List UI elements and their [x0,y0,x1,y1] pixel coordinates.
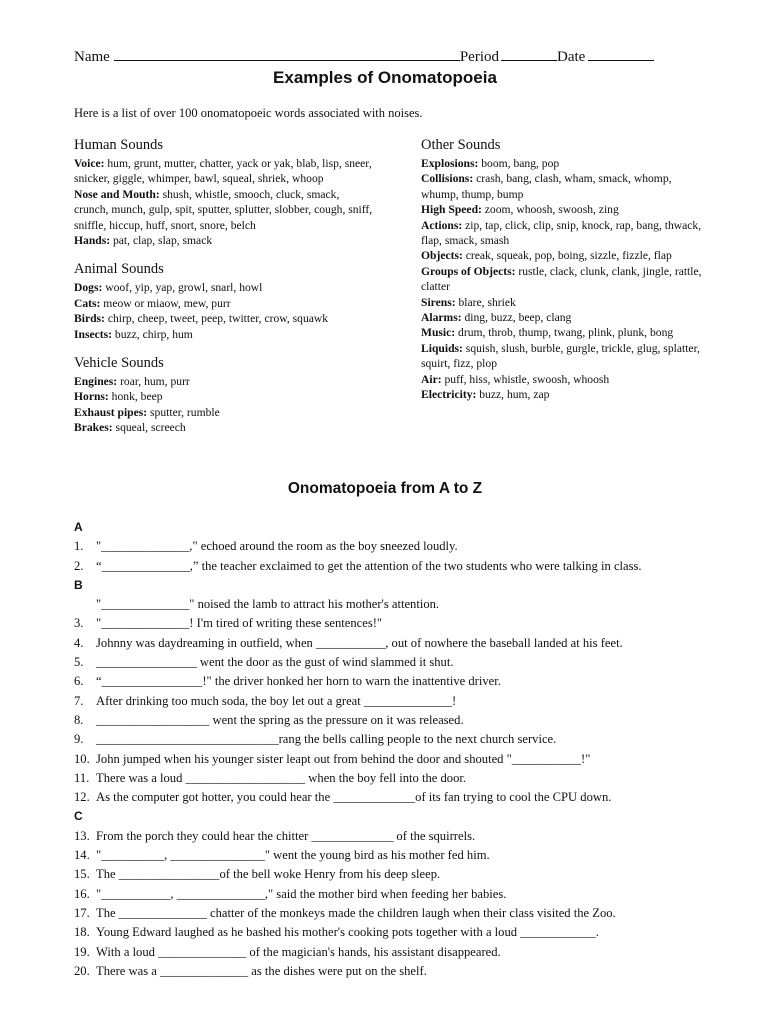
question-number: 3. [74,616,84,631]
question-item [74,904,724,923]
section-heading: Vehicle Sounds [74,355,164,372]
question-text: John jumped when his younger sister leapt out from behind the door and shouted "___________!" [96,751,591,766]
sound-words: pat, clap, slap, smack [110,234,213,248]
question-list [74,518,724,981]
question-item [74,537,724,556]
sound-words: puff, hiss, whistle, swoosh, whoosh [441,372,610,386]
question-text: From the porch they could hear the chitter _____________ of the squirrels. [96,828,476,843]
sound-item [74,296,374,311]
question-item [74,595,724,614]
question-number: 1. [74,539,84,554]
sound-words: blare, shriek [455,295,516,309]
sound-item [421,218,711,249]
sound-category-label: Alarms: [421,311,462,325]
question-number: 7. [74,693,84,708]
sound-words: zoom, whoosh, swoosh, zing [481,203,619,217]
sound-item [421,171,711,202]
sound-category-label: High Speed: [421,203,482,217]
sound-category-label: Brakes: [74,421,113,435]
sound-item [421,341,711,372]
section-title-a-to-z: Onomatopoeia from A to Z [287,480,483,497]
letter-heading: A [74,520,83,534]
sound-section [74,354,374,436]
sound-item [421,372,711,387]
sound-category-label: Music: [421,326,456,340]
sound-item [74,374,374,389]
question-item [74,614,724,633]
question-number: 15. [74,867,90,882]
sound-category-label: Liquids: [421,341,463,355]
question-number: 17. [74,905,90,920]
question-item [74,846,724,865]
question-text: "______________" noised the lamb to attract his mother's attention. [96,597,440,612]
letter-heading: C [74,809,83,824]
sound-item [421,156,711,171]
question-item [74,827,724,846]
question-number: 10. [74,751,90,766]
question-text: "______________," echoed around the room as the boy sneezed loudly. [96,539,458,554]
sound-words: woof, yip, yap, growl, snarl, howl [102,281,263,295]
question-item [74,557,724,576]
question-number: 19. [74,944,90,959]
question-text: There was a loud ___________________ when the boy fell into the door. [96,770,467,785]
sound-section [74,136,374,248]
sound-item [74,389,374,404]
question-number: 20. [74,963,90,978]
question-text: There was a ______________ as the dishes were put on the shelf. [96,963,427,978]
question-item [74,750,724,769]
sound-words: buzz, chirp, hum [112,327,193,341]
sound-item [74,327,374,342]
sound-words: shush, whistle, smooch, cluck, smack, crunch, munch, gulp, spit, sputter, splutter, slobber, cough, sniff, sniffle, hiccup, huff, snort, snore, belch [74,187,373,232]
sound-item [421,248,711,263]
sound-category-label: Nose and Mouth: [74,187,160,201]
sound-section [74,260,374,342]
sound-category-label: Birds: [74,312,105,326]
question-text: “______________,” the teacher exclaimed to get the attention of the two students who were talking in class. [96,558,642,573]
question-item [74,634,724,653]
question-text: After drinking too much soda, the boy let out a great ______________! [96,693,457,708]
sound-category-label: Dogs: [74,281,103,295]
section-heading: Animal Sounds [74,261,164,278]
sound-item [74,311,374,326]
question-item [74,769,724,788]
question-text: “________________!" the driver honked her horn to warn the inattentive driver. [96,674,501,689]
question-text: "______________! I'm tired of writing these sentences!" [96,616,383,631]
question-item [74,653,724,672]
question-text: Johnny was daydreaming in outfield, when ___________, out of nowhere the baseball landed at his feet. [96,635,623,650]
question-text: __________________ went the spring as the pressure on it was released. [96,712,464,727]
sound-category-label: Horns: [74,390,109,404]
question-item [74,923,724,942]
period-field[interactable] [501,47,557,61]
worksheet-header [74,47,714,66]
question-item [74,885,724,904]
question-number: 9. [74,732,84,747]
date-field[interactable] [588,47,654,61]
sound-category-label: Sirens: [421,295,456,309]
sound-item [421,325,711,340]
sound-words: sputter, rumble [147,405,220,419]
question-text: _____________________________rang the bells calling people to the next church service. [96,732,557,747]
sound-words: meow or miaow, mew, purr [100,296,231,310]
sound-item [421,202,711,217]
question-item [74,672,724,691]
sound-item [421,387,711,402]
sound-category-label: Electricity: [421,388,477,402]
intro-text: Here is a list of over 100 onomatopoeic words associated with noises. [74,106,423,120]
sound-category-label: Groups of Objects: [421,264,516,278]
sound-words: zip, tap, click, clip, snip, knock, rap, bang, thwack, flap, smack, smash [421,218,702,248]
question-number: 14. [74,848,90,863]
date-label: Date [557,49,586,65]
sound-words: squeal, screech [112,421,186,435]
sound-words: squish, slush, burble, gurgle, trickle, glug, splatter, squirt, fizz, plop [421,341,700,371]
left-column [74,136,374,448]
question-text: The ______________ chatter of the monkeys made the children laugh when their class visited the Zoo. [96,905,616,920]
sound-item [421,295,711,310]
sound-words: rustle, clack, clunk, clank, jingle, rattle, clatter [421,264,702,294]
sound-words: boom, bang, pop [478,157,560,170]
question-number: 6. [74,674,84,689]
question-number [74,595,96,614]
sound-words: buzz, hum, zap [476,388,550,402]
sound-category-label: Collisions: [421,172,474,186]
question-text: "__________, _______________" went the young bird as his mother fed him. [96,848,490,863]
sound-words: creak, squeak, pop, boing, sizzle, fizzle, flap [462,249,672,263]
question-text: The ________________of the bell woke Henry from his deep sleep. [96,867,441,882]
sound-item [74,233,374,248]
question-number: 4. [74,635,84,650]
sound-item [74,156,374,187]
question-item [74,788,724,807]
name-field[interactable] [114,47,460,61]
sound-category-label: Voice: [74,157,105,170]
question-number: 16. [74,886,90,901]
question-text: ________________ went the door as the gust of wind slammed it shut. [96,655,454,670]
sound-category-label: Exhaust pipes: [74,405,148,419]
question-number: 5. [74,655,84,670]
sound-category-label: Cats: [74,296,101,310]
sound-item [74,280,374,295]
sound-item [421,264,711,295]
question-item [74,943,724,962]
right-column [421,136,711,415]
question-item [74,962,724,981]
sound-words: roar, hum, purr [117,375,190,389]
sound-words: chirp, cheep, tweet, peep, twitter, crow, squawk [104,312,329,326]
name-label: Name [74,49,110,65]
question-item [74,865,724,884]
sound-category-label: Insects: [74,327,112,341]
question-number: 2. [74,558,84,573]
question-text: As the computer got hotter, you could hear the _____________of its fan trying to cool the CPU down. [96,790,612,805]
question-text: "___________, ______________," said the mother bird when feeding her babies. [96,886,507,901]
sound-category-label: Actions: [421,218,463,232]
question-item [74,692,724,711]
question-item [74,730,724,749]
section-heading: Other Sounds [421,137,501,153]
sound-words: ding, buzz, beep, clang [461,311,572,325]
sound-words: honk, beep [108,390,163,404]
sound-words: drum, throb, thump, twang, plink, plunk, bong [455,326,674,340]
page-title: Examples of Onomatopoeia [273,68,497,87]
sound-words: crash, bang, clash, wham, smack, whomp, whump, thump, bump [421,172,672,201]
sound-section [421,136,711,403]
sound-category-label: Objects: [421,249,463,263]
question-text: With a loud ______________ of the magician's hands, his assistant disappeared. [96,944,501,959]
letter-heading: B [74,577,83,592]
sound-item [421,310,711,325]
sound-category-label: Hands: [74,234,111,248]
sound-words: hum, grunt, mutter, chatter, yack or yak, blab, lisp, sneer, snicker, giggle, whimper, bawl, squeal, shriek, whoop [74,157,372,186]
sound-category-label: Engines: [74,375,118,389]
question-text: Young Edward laughed as he bashed his mother's cooking pots together with a loud ____________. [96,925,599,940]
period-label: Period [459,49,499,65]
question-number: 8. [74,712,84,727]
section-heading: Human Sounds [74,137,164,153]
question-number: 18. [74,925,90,940]
sound-category-label: Explosions: [421,157,479,170]
question-number: 12. [74,790,90,805]
sound-item [74,187,374,233]
sound-category-label: Air: [421,372,442,386]
question-item [74,711,724,730]
question-number: 11. [74,770,90,785]
sound-item [74,420,374,435]
sound-item [74,405,374,420]
question-number: 13. [74,828,90,843]
